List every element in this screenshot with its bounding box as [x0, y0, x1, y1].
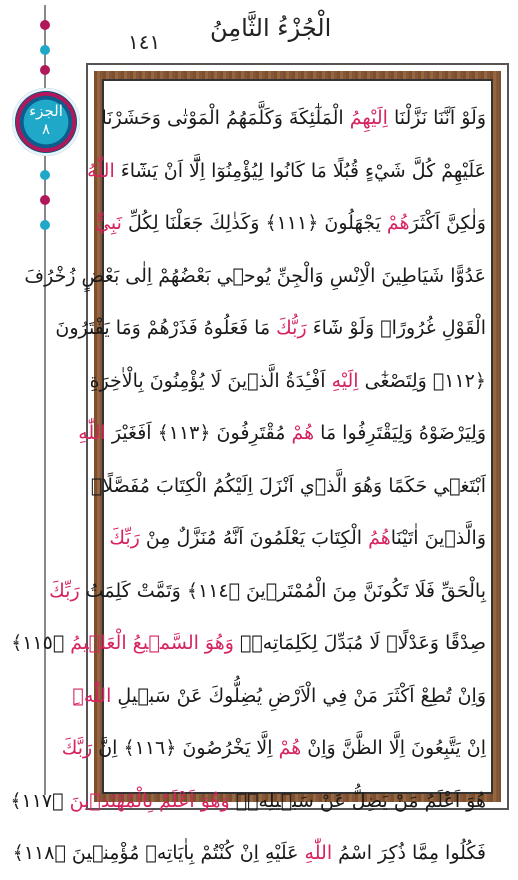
- ornament-bead: [40, 170, 50, 180]
- text-line: [11, 617, 486, 670]
- ornament-bead: [40, 20, 50, 30]
- text-line: [61, 722, 486, 775]
- text-segment: ﴿١١٥﴾: [11, 632, 71, 654]
- ornament-bead: [40, 65, 50, 75]
- text-segment: ﴿١١٢﴾ وَلِتَصْغٰٓى: [358, 369, 486, 392]
- text-segment: مَا فَعَلُوهُ فَذَرْهُمْ وَمَا يَفْتَرُونَ: [55, 317, 277, 339]
- text-segment: وَلٰكِنَّ اَكْثَرَ: [409, 212, 486, 234]
- divine-name-highlight: وَهُوَ اَعْلَمُ بِالْمُهْتَدٖينَ: [69, 789, 230, 812]
- text-line: [101, 92, 486, 145]
- text-line: [89, 355, 486, 408]
- text-segment: اَبْتَغٖي حَكَمًا وَهُوَ الَّذٖٓي اَنْزَلَ اِلَيْكُمُ الْكِتَابَ مُفَصَّلًاۜ: [90, 474, 486, 497]
- text-segment: يَجْهَلُونَ ﴿١١١﴾ وَكَذٰلِكَ جَعَلْنَا لِكُلِّ: [121, 212, 387, 234]
- ornament-bead: [40, 220, 50, 230]
- text-segment: عَلَيْهِمْ كُلَّ شَيْءٍ قُبُلًا مَا كَانُوا لِيُؤْمِنُوٓا اِلَّٓا اَنْ يَشَٓاءَ: [114, 159, 486, 182]
- text-line: [10, 775, 486, 828]
- text-segment: اِنْ يَتَّبِعُونَ اِلَّا الظَّنَّ وَاِنْ: [301, 737, 486, 759]
- divine-name-highlight: رَبِّكَ: [49, 579, 80, 602]
- divine-name-highlight: رَبَّكَ: [61, 737, 93, 759]
- text-line: [72, 670, 486, 723]
- text-line: [55, 302, 486, 355]
- text-segment: عَدُوًّا شَيَاطِينَ الْاِنْسِ وَالْجِنِّ يُوحٖي بَعْضُهُمْ اِلٰى بَعْضٍ زُخْرُفَ: [24, 264, 486, 287]
- text-line: [95, 197, 486, 250]
- text-segment: اَفْـِٔدَةُ الَّذٖينَ لَا يُؤْمِنُونَ بِالْاٰخِرَةِ: [89, 369, 332, 392]
- text-segment: فَكُلُوا مِمَّا ذُكِرَ اسْمُ: [332, 842, 486, 864]
- ornament-bead: [40, 45, 50, 55]
- text-segment: صِدْقًا وَعَدْلًاۜ لَا مُبَدِّلَ لِكَلِمَاتِهٖۚ: [233, 632, 486, 654]
- divine-name-highlight: نَبِيٍّ: [95, 212, 122, 234]
- text-line: [12, 827, 486, 880]
- text-segment: ﴿١١٧﴾: [10, 789, 70, 812]
- text-line: [49, 565, 486, 618]
- juz-medallion-word: الجزء: [29, 102, 63, 120]
- text-segment: اِلَّا يَخْرُصُونَ ﴿١١٦﴾ اِنَّ: [92, 737, 279, 759]
- text-segment: هُوَ اَعْلَمُ مَنْ يَضِلُّ عَنْ سَبٖيلِهٖۚ: [229, 789, 486, 812]
- divine-name-highlight: اِلَيْهِمُ: [349, 107, 388, 129]
- divine-name-highlight: هُمْ: [386, 212, 410, 234]
- ornament-bead: [40, 195, 50, 205]
- text-line: [90, 460, 486, 513]
- divine-name-highlight: اللّٰهِۜ: [72, 684, 112, 707]
- juz-medallion-number: ٨: [41, 120, 51, 138]
- text-segment: بِالْحَقِّ فَلَا تَكُونَنَّ مِنَ الْمُمْتَرٖينَ ﴿١١٤﴾ وَتَمَّتْ كَلِمَتُ: [79, 579, 486, 602]
- divine-name-highlight: وَهُوَ السَّمٖيعُ الْعَلٖيمُ: [70, 632, 234, 654]
- divine-name-highlight: هُمْ: [291, 422, 315, 444]
- text-segment: وَالَّذٖينَ اٰتَيْنَا: [390, 527, 486, 549]
- juz-title: الْجُزْءُ الثَّامِنُ: [210, 14, 332, 42]
- text-segment: مُقْتَرِفُونَ ﴿١١٣﴾ اَفَغَيْرَ: [105, 422, 292, 444]
- text-line: [109, 512, 486, 565]
- text-segment: وَلِيَرْضَوْهُ وَلِيَقْتَرِفُوا مَا: [314, 422, 486, 444]
- text-segment: عَلَيْهِ اِنْ كُنْتُمْ بِاٰيَاتِهٖ مُؤْمِنٖينَ ﴿١١٨﴾: [12, 842, 305, 864]
- divine-name-highlight: رَبُّكَ: [276, 317, 307, 339]
- divine-name-highlight: رَبِّكَ: [109, 527, 140, 549]
- juz-medallion-label: [12, 102, 80, 138]
- text-segment: الْمَلٰٓئِكَةَ وَكَلَّمَهُمُ الْمَوْتٰى وَحَشَرْنَا: [101, 107, 350, 129]
- divine-name-highlight: اللّٰهِ: [78, 422, 106, 444]
- text-line: [24, 250, 486, 303]
- divine-name-highlight: اللّٰهُ: [87, 159, 115, 182]
- divine-name-highlight: اللّٰهِ: [304, 842, 333, 864]
- text-segment: وَاِنْ تُطِعْ اَكْثَرَ مَنْ فِي الْاَرْضِ يُضِلُّوكَ عَنْ سَبٖيلِ: [111, 684, 486, 707]
- text-segment: الْكِتَابَ يَعْلَمُونَ اَنَّهُ مُنَزَّلٌ مِنْ: [139, 527, 369, 549]
- text-segment: وَلَوْ اَنَّنَا نَزَّلْنَا: [387, 107, 486, 129]
- divine-name-highlight: هُمُ: [368, 527, 391, 549]
- divine-name-highlight: هُمْ: [278, 737, 302, 759]
- text-line: [87, 145, 486, 198]
- juz-medallion: [12, 88, 80, 156]
- text-line: [78, 407, 486, 460]
- text-segment: الْقَوْلِ غُرُورًاۜ وَلَوْ شَٓاءَ: [306, 317, 486, 339]
- divine-name-highlight: اِلَيْهِ: [331, 369, 359, 392]
- page-number: ١٤١: [128, 30, 161, 54]
